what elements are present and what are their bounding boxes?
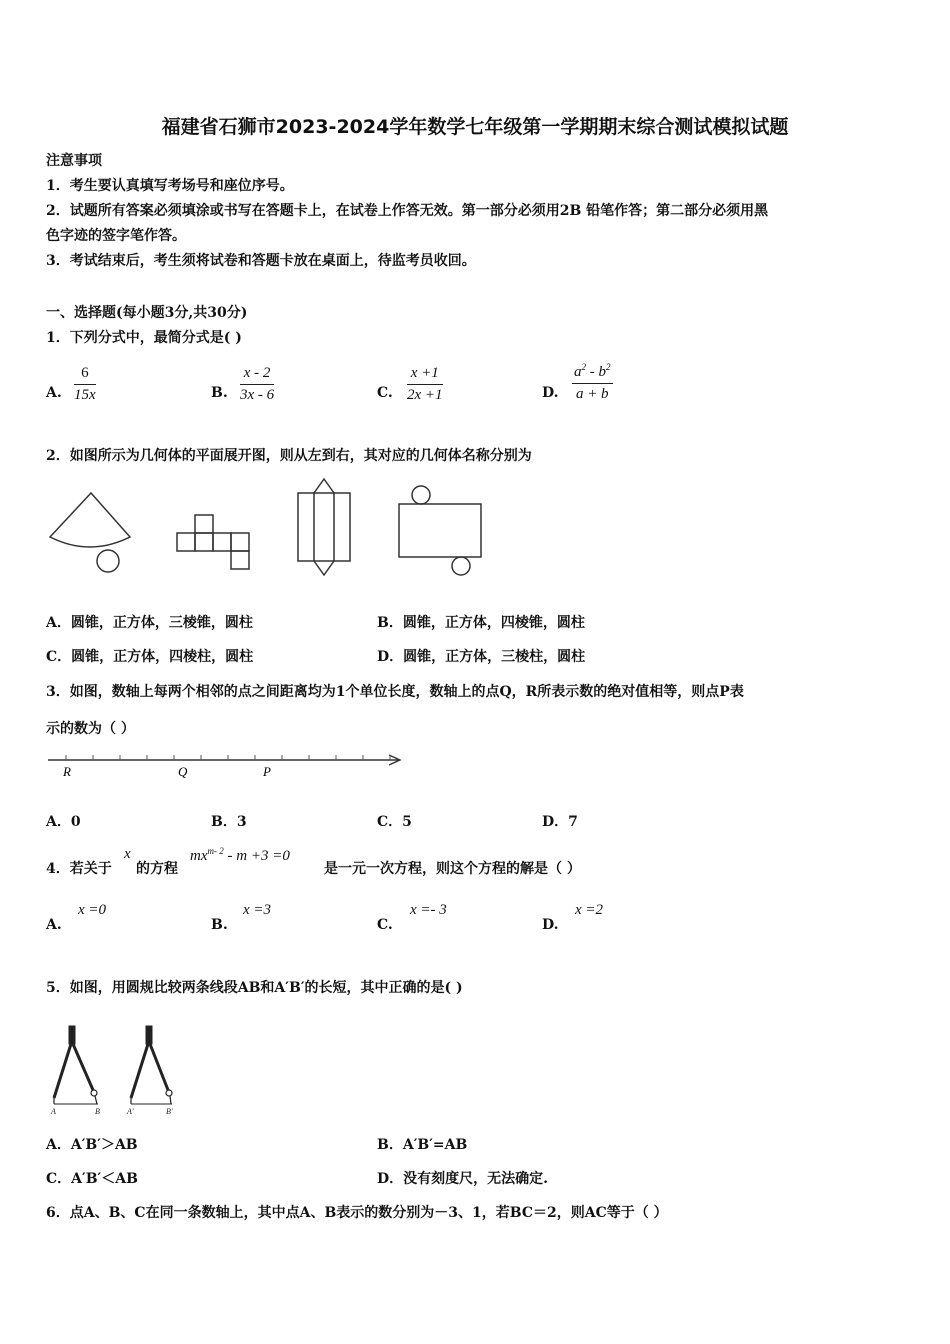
notice-item: 1．考生要认真填写考场号和座位序号。 — [46, 178, 294, 194]
q2-nets-figure — [40, 475, 500, 580]
compass-right — [131, 1026, 172, 1104]
label-r: R — [63, 764, 71, 779]
compass-left — [54, 1026, 98, 1104]
q1-option-c-label: C. — [377, 385, 393, 401]
tick-marks — [66, 755, 390, 760]
label-b-prime: B′ — [166, 1107, 173, 1116]
denominator: 3x - 6 — [240, 387, 275, 403]
q1-option-a-fraction — [74, 365, 96, 404]
q4-option-c-label: C. — [377, 917, 393, 933]
q2-option-b: B．圆锥，正方体，四棱锥，圆柱 — [377, 615, 585, 631]
q4-option-b-value: x =3 — [243, 902, 272, 918]
q5-compass-figure — [44, 1024, 194, 1119]
question-6-stem: 6．点A、B、C在同一条数轴上，其中点A、B表示的数分别为－3、1，若BC＝2，则AC等于（ ） — [46, 1205, 668, 1221]
q1-option-d-fraction — [572, 362, 613, 403]
question-5-stem: 5．如图，用圆规比较两条线段AB和A′B′的长短，其中正确的是( ) — [46, 980, 463, 996]
q3-option-b: B．3 — [211, 814, 247, 830]
q1-option-d-label: D. — [542, 385, 559, 401]
q4-option-d-value: x =2 — [575, 902, 604, 918]
question-4-prefix: 4．若关于 — [46, 861, 112, 877]
q2-option-d: D．圆锥，正方体，三棱柱，圆柱 — [377, 649, 586, 665]
q4-option-a-value: x =0 — [78, 902, 107, 918]
prism-net — [298, 479, 350, 575]
numerator: x - 2 — [240, 365, 274, 385]
q1-option-b-label: B. — [211, 385, 228, 401]
q4-variable: x — [124, 846, 131, 862]
q2-option-c: C．圆锥，正方体，四棱柱，圆柱 — [46, 649, 254, 665]
numerator: 6 — [74, 365, 96, 385]
question-2-stem: 2．如图所示为几何体的平面展开图，则从左到右，其对应的几何体名称分别为 — [46, 448, 532, 464]
q4-equation: $mx^{m- 2} - m +3 =0$ — [190, 846, 290, 864]
section-heading: 一、选择题(每小题3分,共30分) — [46, 305, 248, 321]
q1-option-a-label: A. — [46, 385, 62, 401]
numerator: $a^2 - b^2$ — [572, 362, 613, 384]
notice-item: 2．试题所有答案必须填涂或书写在答题卡上，在试卷上作答无效。第一部分必须用2B 铅笔作答；第二部分必须用黑 — [46, 203, 769, 219]
label-b: B — [95, 1107, 100, 1116]
q3-option-d: D．7 — [542, 814, 578, 830]
q4-option-d-label: D. — [542, 917, 559, 933]
q5-option-a: A．A′B′＞AB — [46, 1137, 138, 1153]
cone-net-sector — [50, 493, 130, 547]
q4-option-a-label: A. — [46, 917, 62, 933]
notice-item: 色字迹的签字笔作答。 — [46, 228, 186, 244]
q3-number-line — [44, 744, 410, 784]
q4-option-b-label: B. — [211, 917, 228, 933]
q2-option-a: A．圆锥，正方体，三棱锥，圆柱 — [46, 615, 253, 631]
q5-option-b: B．A′B′=AB — [377, 1137, 468, 1153]
q3-option-c: C．5 — [377, 814, 412, 830]
denominator: 2x +1 — [407, 387, 443, 403]
page-title: 福建省石狮市2023-2024学年数学七年级第一学期期末综合测试模拟试题 — [161, 116, 789, 138]
denominator: 15x — [74, 387, 96, 403]
question-4-suffix: 是一元一次方程，则这个方程的解是（ ） — [324, 861, 581, 877]
question-3-stem-line1: 3．如图，数轴上每两个相邻的点之间距离均为1个单位长度，数轴上的点Q，R所表示数的绝对值相等，则点P表 — [46, 684, 744, 700]
notice-item: 3．考试结束后，考生须将试卷和答题卡放在桌面上，待监考员收回。 — [46, 253, 476, 269]
cube-net — [177, 515, 249, 569]
q1-option-b-fraction — [240, 365, 274, 404]
q3-option-a: A．0 — [46, 814, 81, 830]
numerator: x +1 — [407, 365, 443, 385]
denominator: a + b — [575, 386, 609, 402]
question-3-stem-line2: 示的数为（ ） — [46, 721, 135, 737]
label-a-prime: A′ — [127, 1107, 134, 1116]
label-q: Q — [178, 764, 188, 779]
label-p: P — [263, 764, 271, 779]
cone-net-base-circle — [97, 550, 119, 572]
question-1-stem: 1．下列分式中，最简分式是( ) — [46, 330, 242, 346]
q4-option-c-value: x =- 3 — [410, 902, 447, 918]
label-a: A — [51, 1107, 56, 1116]
q5-option-d: D．没有刻度尺，无法确定. — [377, 1171, 549, 1187]
q1-option-c-fraction — [407, 365, 443, 404]
cylinder-net — [399, 486, 481, 575]
question-4-mid: 的方程 — [136, 861, 178, 877]
q5-option-c: C．A′B′＜AB — [46, 1171, 138, 1187]
notice-heading: 注意事项 — [46, 153, 102, 169]
